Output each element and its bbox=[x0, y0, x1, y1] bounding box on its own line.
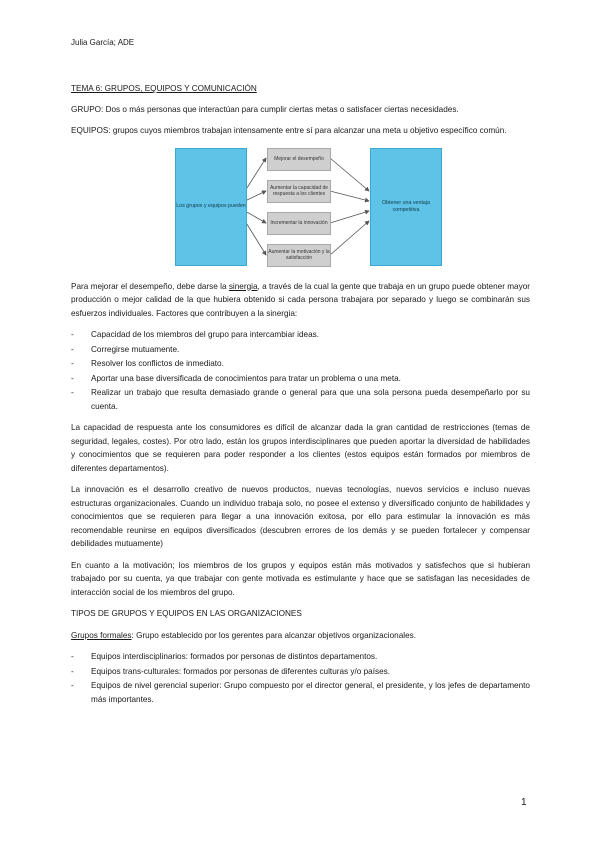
diagram-box-motivation: Aumentar la motivación y la satisfacción bbox=[267, 244, 331, 267]
page-number: 1 bbox=[521, 797, 527, 808]
section-heading: TIPOS DE GRUPOS Y EQUIPOS EN LAS ORGANIZACIONES bbox=[71, 609, 302, 618]
list-item: - Realizar un trabajo que resulta demasiado grande o general para que una sola persona pueda desempeñarlo por su cuenta. bbox=[71, 386, 530, 413]
arrow-in-3 bbox=[245, 211, 266, 223]
page-title: TEMA 6: GRUPOS, EQUIPOS Y COMUNICACIÓN bbox=[71, 84, 257, 93]
formal-groups-paragraph: Grupos formales: Grupo establecido por los gerentes para alcanzar objetivos organizacionales. bbox=[71, 630, 416, 640]
arrow-out-3 bbox=[330, 211, 369, 223]
arrow-out-2 bbox=[330, 191, 369, 201]
groups-teams-diagram bbox=[175, 146, 440, 268]
list-item: - Equipos trans-culturales: formados por personas de diferentes culturas y/o países. bbox=[71, 665, 530, 679]
synergy-paragraph: Para mejorar el desempeño, debe darse la sinergia, a través de la cual la gente que trabaja en un grupo puede obtener mayor producción o mejor calidad de la que hubiera obtenido si cada persona trabajara por separado y luego se combinarán sus esfuerzos individuales. Factores que contribuyen a la sinergia: bbox=[71, 281, 530, 318]
responsiveness-paragraph: La capacidad de respuesta ante los consumidores es difícil de alcanzar dada la gran cantidad de restricciones (temas de seguridad, legales, costes). Por otro lado, están los grupos interdisciplinares que pueden aportar la diversidad de habilidades y conocimientos que se requieren para poder responder a los clientes (estos equipos están formados por miembros de diferentes departamentos). bbox=[71, 423, 530, 473]
arrow-in-4 bbox=[245, 221, 266, 255]
diagram-box-performance: Mejorar el desempeño bbox=[267, 148, 331, 171]
formal-types-list bbox=[71, 650, 530, 706]
motivation-paragraph: En cuanto a la motivación; los miembros de los grupos y equipos están más motivados y satisfechos que si hubieran trabajado por su cuenta, ya que trabajar con gente motivada es estimulante y hace que se satisfagan las necesidades de interacción social de los miembros del grupo. bbox=[71, 560, 530, 597]
list-item: - Capacidad de los miembros del grupo para intercambiar ideas. bbox=[71, 328, 530, 342]
diagram-box-groups: Los grupos y equipos pueden bbox=[175, 148, 247, 266]
list-item: - Equipos interdisciplinarios: formados por personas de distintos departamentos. bbox=[71, 650, 530, 664]
list-item: - Resolver los conflictos de inmediato. bbox=[71, 357, 530, 371]
arrow-in-1 bbox=[245, 158, 266, 191]
definition-equipos: EQUIPOS: grupos cuyos miembros trabajan intensamente entre sí para alcanzar una meta u objetivo específico común. bbox=[71, 126, 507, 135]
diagram-box-responsiveness: Aumentar la capacidad de respuesta a los clientes bbox=[267, 180, 331, 203]
arrow-out-4 bbox=[330, 221, 369, 255]
page-content bbox=[71, 82, 530, 714]
arrow-out-1 bbox=[330, 158, 369, 191]
list-item: - Aportar una base diversificada de conocimientos para tratar un problema o una meta. bbox=[71, 372, 530, 386]
list-item: - Corregirse mutuamente. bbox=[71, 343, 530, 357]
list-item: - Equipos de nivel gerencial superior: Grupo compuesto por el director general, el presidente, y los jefes de departamento más importantes. bbox=[71, 679, 530, 706]
synergy-term: sinergia bbox=[228, 281, 258, 291]
definition-grupo: GRUPO: Dos o más personas que interactúan para cumplir ciertas metas o satisfacer ciertas necesidades. bbox=[71, 104, 459, 114]
diagram-box-innovation: Incrementar la innovación bbox=[267, 212, 331, 235]
formal-groups-label: Grupos formales bbox=[71, 630, 132, 640]
innovation-paragraph: La innovación es el desarrollo creativo de nuevos productos, nuevas tecnologías, nuevos servicios e incluso nuevas estructuras organizacionales. Cuando un individuo trabaja solo, no posee el extenso y diversificado conjunto de habilidades y conocimientos que se requieren para llegar a una innovación exitosa, por ello para estimular la innovación es más recomendable reunirse en equipos diversificados (descubren errores de los demás y se pueden fortalecer y compensar debilidades mutuamente) bbox=[71, 485, 530, 548]
synergy-factors-list bbox=[71, 328, 530, 413]
arrow-in-2 bbox=[245, 191, 266, 201]
page-header-author: Julia García; ADE bbox=[71, 38, 135, 47]
diagram-box-competitive-advantage: Obtener una ventaja competitiva bbox=[370, 148, 442, 266]
